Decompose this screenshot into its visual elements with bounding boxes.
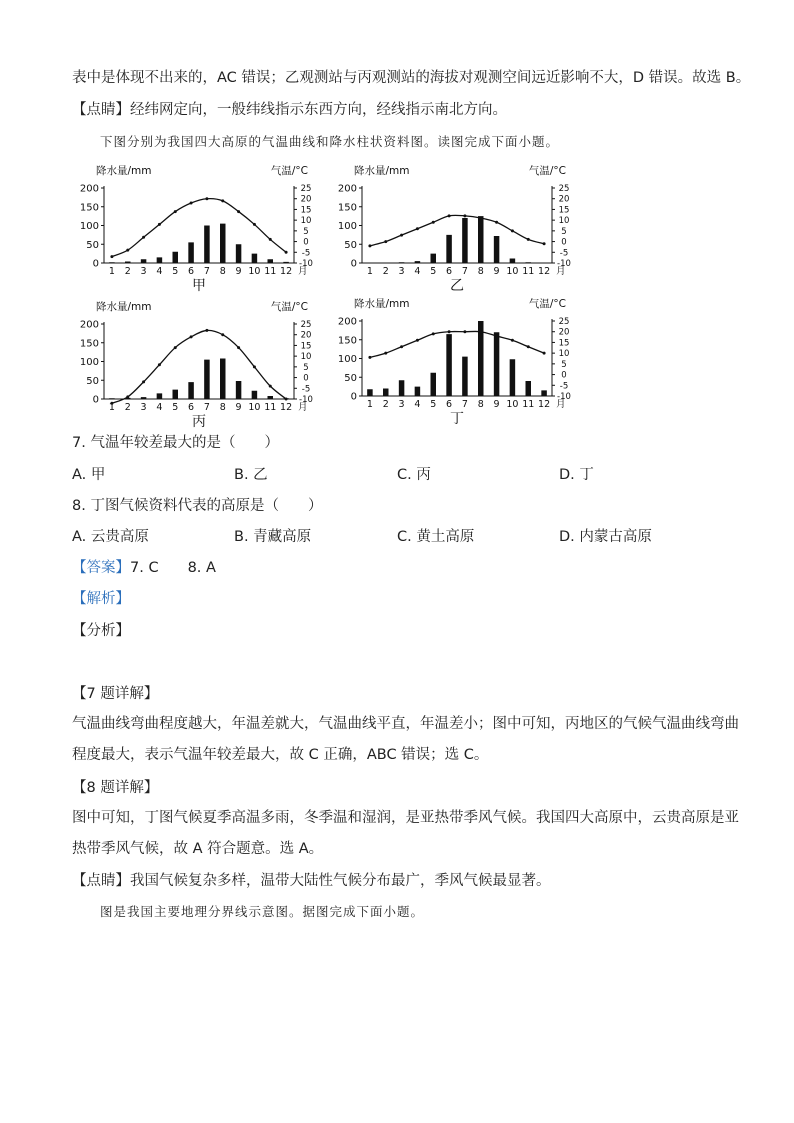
x-unit-label: 月 bbox=[556, 266, 566, 277]
temp-point-1 bbox=[368, 244, 371, 247]
tip-line-2 bbox=[72, 869, 551, 890]
precip-bar-3 bbox=[141, 259, 147, 263]
temp-point-6 bbox=[448, 214, 451, 217]
temp-point-2 bbox=[126, 249, 129, 252]
y2-tick-label: 0 bbox=[303, 373, 309, 384]
x-tick-label: 9 bbox=[493, 266, 500, 277]
x-tick-label: 3 bbox=[398, 266, 405, 277]
answer-text: 7. C 8. A bbox=[130, 560, 216, 576]
detail-7-line-2: 程度最大，表示气温年较差最大，故 C 正确，ABC 错误；选 C。 bbox=[72, 747, 489, 763]
y2-tick-label: 5 bbox=[561, 359, 567, 370]
y2-tick-label: 10 bbox=[300, 216, 312, 227]
x-tick-label: 7 bbox=[461, 266, 468, 277]
precip-bar-4 bbox=[157, 393, 163, 399]
y2-tick-label: -10 bbox=[299, 395, 313, 405]
temp-point-5 bbox=[174, 210, 177, 213]
q8-option-d: D. 内蒙古高原 bbox=[559, 529, 652, 545]
x-tick-label: 5 bbox=[430, 399, 437, 410]
precip-bar-1 bbox=[109, 262, 115, 263]
x-tick-label: 1 bbox=[108, 266, 115, 277]
q7-option-d: D. 丁 bbox=[559, 467, 594, 483]
temp-point-6 bbox=[190, 202, 193, 205]
temp-point-2 bbox=[384, 352, 387, 355]
x-tick-label: 7 bbox=[203, 402, 210, 413]
tip-text: 经纬网定向，一般纬线指示东西方向，经线指示南北方向。 bbox=[130, 102, 507, 118]
y2-tick-label: -10 bbox=[557, 392, 571, 402]
precip-bar-2 bbox=[125, 262, 131, 264]
temp-point-3 bbox=[142, 236, 145, 239]
temperature-curve bbox=[112, 199, 286, 257]
x-unit-label: 月 bbox=[556, 399, 566, 410]
chart-name-label: 丙 bbox=[192, 414, 206, 430]
x-tick-label: 11 bbox=[522, 399, 535, 410]
temp-point-12 bbox=[543, 242, 546, 245]
temp-point-11 bbox=[527, 345, 530, 348]
precip-bar-12 bbox=[283, 262, 289, 263]
y2-tick-label: 20 bbox=[300, 330, 312, 341]
temperature-curve bbox=[370, 215, 544, 246]
precip-bar-1 bbox=[367, 389, 373, 396]
y2-tick-label: 5 bbox=[561, 226, 567, 237]
y-tick-label: 100 bbox=[337, 354, 357, 365]
x-tick-label: 4 bbox=[414, 266, 421, 277]
tip-tag: 【点睛】 bbox=[72, 102, 130, 118]
y2-axis-title: 气温/°C bbox=[528, 298, 566, 310]
x-tick-label: 3 bbox=[398, 399, 405, 410]
y2-tick-label: 25 bbox=[300, 320, 312, 330]
precip-bar-10 bbox=[252, 391, 258, 399]
x-tick-label: 11 bbox=[522, 266, 535, 277]
x-tick-label: 4 bbox=[156, 266, 163, 277]
x-tick-label: 2 bbox=[382, 399, 389, 410]
x-tick-label: 2 bbox=[382, 266, 389, 277]
temp-point-7 bbox=[205, 197, 208, 200]
y-axis-title: 降水量/mm bbox=[354, 298, 410, 310]
x-unit-label: 月 bbox=[298, 266, 308, 277]
precip-bar-11 bbox=[268, 396, 274, 399]
climate-chart-ding bbox=[330, 293, 580, 428]
x-tick-label: 11 bbox=[264, 402, 277, 413]
x-tick-label: 4 bbox=[414, 399, 421, 410]
chart-name-label: 甲 bbox=[192, 278, 206, 294]
y2-tick-label: 0 bbox=[303, 237, 309, 248]
precip-bar-5 bbox=[173, 252, 179, 263]
temp-point-5 bbox=[432, 332, 435, 335]
x-tick-label: 1 bbox=[366, 399, 373, 410]
temp-point-9 bbox=[495, 221, 498, 224]
next-intro-text: 图是我国主要地理分界线示意图。据图完成下面小题。 bbox=[100, 904, 425, 919]
temp-point-3 bbox=[400, 234, 403, 237]
y2-tick-label: 0 bbox=[561, 237, 567, 248]
y2-tick-label: 20 bbox=[300, 194, 312, 205]
temp-point-12 bbox=[543, 352, 546, 355]
y2-axis-title: 气温/°C bbox=[270, 165, 308, 177]
x-tick-label: 2 bbox=[124, 402, 131, 413]
x-tick-label: 5 bbox=[430, 266, 437, 277]
y2-tick-label: 15 bbox=[300, 341, 312, 352]
temp-point-2 bbox=[126, 395, 129, 398]
x-tick-label: 3 bbox=[140, 402, 147, 413]
precip-bar-8 bbox=[220, 359, 226, 400]
precip-bar-5 bbox=[431, 373, 437, 396]
x-tick-label: 1 bbox=[108, 402, 115, 413]
y2-tick-label: 25 bbox=[558, 317, 570, 327]
precip-bar-9 bbox=[494, 332, 500, 396]
y2-tick-label: 15 bbox=[558, 205, 570, 216]
y-tick-label: 200 bbox=[79, 319, 99, 331]
x-tick-label: 7 bbox=[203, 266, 210, 277]
detail-8-heading: 【8 题详解】 bbox=[72, 780, 159, 796]
precip-bar-7 bbox=[204, 226, 210, 264]
y2-tick-label: 0 bbox=[561, 370, 567, 381]
x-tick-label: 6 bbox=[188, 266, 195, 277]
precip-bar-9 bbox=[236, 381, 242, 399]
x-tick-label: 10 bbox=[506, 266, 519, 277]
y2-tick-label: -5 bbox=[559, 248, 569, 259]
detail-8-line-2: 热带季风气候，故 A 符合题意。选 A。 bbox=[72, 841, 324, 857]
temp-point-1 bbox=[368, 356, 371, 359]
intro-text: 下图分别为我国四大高原的气温曲线和降水柱状资料图。读图完成下面小题。 bbox=[100, 134, 560, 149]
x-tick-label: 9 bbox=[235, 266, 242, 277]
precip-bar-5 bbox=[173, 390, 179, 399]
precip-bar-3 bbox=[399, 380, 405, 396]
y-tick-label: 50 bbox=[86, 375, 99, 387]
temperature-curve bbox=[370, 331, 544, 357]
y-tick-label: 0 bbox=[92, 394, 99, 406]
precip-bar-6 bbox=[188, 382, 194, 399]
x-tick-label: 3 bbox=[140, 266, 147, 277]
temp-point-2 bbox=[384, 240, 387, 243]
temp-point-8 bbox=[479, 330, 482, 333]
y2-tick-label: -5 bbox=[301, 248, 311, 259]
q8-option-c: C. 黄土高原 bbox=[397, 529, 475, 545]
y-tick-label: 0 bbox=[92, 258, 99, 270]
detail-7-heading: 【7 题详解】 bbox=[72, 686, 159, 702]
y2-tick-label: 20 bbox=[558, 327, 570, 338]
x-tick-label: 10 bbox=[248, 266, 261, 277]
precip-bar-8 bbox=[478, 216, 484, 263]
y-tick-label: 200 bbox=[337, 316, 357, 328]
climate-chart-yi bbox=[330, 160, 580, 295]
temp-point-4 bbox=[158, 223, 161, 226]
x-tick-label: 1 bbox=[366, 266, 373, 277]
x-tick-label: 8 bbox=[219, 266, 226, 277]
x-tick-label: 5 bbox=[172, 266, 179, 277]
chart-name-label: 乙 bbox=[450, 278, 464, 294]
precip-bar-6 bbox=[188, 242, 194, 263]
precip-bar-1 bbox=[109, 398, 115, 399]
temp-point-10 bbox=[253, 223, 256, 226]
temp-point-12 bbox=[285, 251, 288, 254]
answer-line bbox=[72, 556, 216, 577]
x-unit-label: 月 bbox=[298, 402, 308, 413]
x-tick-label: 6 bbox=[446, 399, 453, 410]
precip-bar-6 bbox=[446, 334, 452, 396]
temp-point-10 bbox=[511, 339, 514, 342]
temp-point-9 bbox=[495, 335, 498, 338]
x-tick-label: 9 bbox=[235, 402, 242, 413]
temp-point-11 bbox=[527, 238, 530, 241]
precip-bar-8 bbox=[220, 224, 226, 263]
temp-point-8 bbox=[479, 217, 482, 220]
y2-tick-label: 15 bbox=[300, 205, 312, 216]
line-1: 表中是体现不出来的，AC 错误；乙观测站与丙观测站的海拔对观测空间远近影响不大，D 错误。故选 B。 bbox=[72, 70, 751, 86]
precip-bar-7 bbox=[462, 218, 468, 263]
temp-point-10 bbox=[253, 365, 256, 368]
y-tick-label: 0 bbox=[350, 258, 357, 270]
precip-bar-9 bbox=[494, 236, 500, 263]
x-tick-label: 8 bbox=[477, 399, 484, 410]
x-tick-label: 12 bbox=[538, 266, 551, 277]
precip-bar-10 bbox=[252, 254, 258, 263]
temp-point-7 bbox=[205, 329, 208, 332]
precip-bar-4 bbox=[157, 257, 163, 263]
y-tick-label: 100 bbox=[79, 221, 99, 232]
question-8: 8. 丁图气候资料代表的高原是（ ） bbox=[72, 498, 323, 514]
y2-tick-label: -10 bbox=[557, 259, 571, 269]
temp-point-12 bbox=[285, 398, 288, 401]
precip-bar-5 bbox=[431, 254, 437, 263]
x-tick-label: 12 bbox=[280, 266, 293, 277]
x-tick-label: 7 bbox=[461, 399, 468, 410]
answer-tag: 【答案】 bbox=[72, 560, 130, 576]
y-tick-label: 200 bbox=[79, 183, 99, 195]
temp-point-6 bbox=[448, 330, 451, 333]
temp-point-5 bbox=[432, 221, 435, 224]
tip-tag-2: 【点睛】 bbox=[72, 873, 130, 889]
y-axis-title: 降水量/mm bbox=[96, 165, 152, 177]
precip-bar-1 bbox=[367, 263, 373, 264]
climate-chart-jia bbox=[72, 160, 322, 295]
precip-bar-2 bbox=[383, 263, 389, 264]
temp-point-10 bbox=[511, 229, 514, 232]
precip-bar-12 bbox=[541, 263, 547, 264]
precip-bar-12 bbox=[541, 390, 547, 396]
precip-bar-4 bbox=[415, 261, 421, 263]
precip-bar-11 bbox=[526, 381, 532, 396]
q8-option-b: B. 青藏高原 bbox=[234, 529, 312, 545]
q7-option-c: C. 丙 bbox=[397, 467, 431, 483]
q8-option-a: A. 云贵高原 bbox=[72, 529, 149, 545]
temp-point-5 bbox=[174, 346, 177, 349]
precip-bar-3 bbox=[141, 397, 147, 399]
x-tick-label: 10 bbox=[506, 399, 519, 410]
detail-8-line-1: 图中可知，丁图气候夏季高温多雨，冬季温和湿润，是亚热带季风气候。我国四大高原中，云贵高原是亚 bbox=[72, 810, 739, 826]
precip-bar-11 bbox=[268, 259, 274, 263]
analysis-tag: 【解析】 bbox=[72, 591, 130, 607]
temp-point-1 bbox=[110, 255, 113, 258]
x-tick-label: 5 bbox=[172, 402, 179, 413]
temp-point-8 bbox=[221, 199, 224, 202]
x-tick-label: 4 bbox=[156, 402, 163, 413]
temp-point-9 bbox=[237, 210, 240, 213]
q7-option-a: A. 甲 bbox=[72, 467, 106, 483]
temp-point-4 bbox=[416, 227, 419, 230]
x-tick-label: 12 bbox=[280, 402, 293, 413]
precip-bar-11 bbox=[526, 262, 532, 263]
precip-bar-9 bbox=[236, 244, 242, 263]
temp-point-3 bbox=[142, 380, 145, 383]
question-7: 7. 气温年较差最大的是（ ） bbox=[72, 435, 279, 451]
y-tick-label: 0 bbox=[350, 391, 357, 403]
temp-point-4 bbox=[416, 339, 419, 342]
y-axis-title: 降水量/mm bbox=[354, 165, 410, 177]
detail-7-line-1: 气温曲线弯曲程度越大，年温差就大，气温曲线平直，年温差小；图中可知，丙地区的气候气温曲线弯曲 bbox=[72, 716, 739, 732]
temp-point-11 bbox=[269, 238, 272, 241]
temp-point-6 bbox=[190, 335, 193, 338]
temp-point-8 bbox=[221, 333, 224, 336]
y-tick-label: 50 bbox=[86, 239, 99, 251]
y-tick-label: 150 bbox=[79, 338, 99, 350]
x-tick-label: 6 bbox=[446, 266, 453, 277]
temp-point-7 bbox=[463, 214, 466, 217]
precip-bar-7 bbox=[462, 357, 468, 396]
precip-bar-2 bbox=[383, 389, 389, 397]
y2-tick-label: 25 bbox=[300, 184, 312, 194]
precip-bar-3 bbox=[399, 262, 405, 263]
y-tick-label: 150 bbox=[337, 335, 357, 347]
y-tick-label: 150 bbox=[79, 202, 99, 214]
y-tick-label: 50 bbox=[344, 239, 357, 251]
y2-tick-label: 5 bbox=[303, 226, 309, 237]
y-tick-label: 150 bbox=[337, 202, 357, 214]
y-tick-label: 50 bbox=[344, 372, 357, 384]
precip-bar-7 bbox=[204, 360, 210, 399]
x-tick-label: 9 bbox=[493, 399, 500, 410]
temp-point-11 bbox=[269, 385, 272, 388]
y2-axis-title: 气温/°C bbox=[270, 301, 308, 313]
y2-tick-label: 10 bbox=[558, 216, 570, 227]
y-tick-label: 100 bbox=[337, 221, 357, 232]
x-tick-label: 12 bbox=[538, 399, 551, 410]
y-axis-title: 降水量/mm bbox=[96, 301, 152, 313]
precip-bar-4 bbox=[415, 387, 421, 396]
x-tick-label: 11 bbox=[264, 266, 277, 277]
y2-tick-label: -5 bbox=[559, 381, 569, 392]
x-tick-label: 6 bbox=[188, 402, 195, 413]
y2-tick-label: 10 bbox=[558, 349, 570, 360]
y2-tick-label: 25 bbox=[558, 184, 570, 194]
q7-option-b: B. 乙 bbox=[234, 467, 268, 483]
climate-chart-bing bbox=[72, 296, 322, 431]
y2-tick-label: 15 bbox=[558, 338, 570, 349]
x-tick-label: 2 bbox=[124, 266, 131, 277]
temperature-curve bbox=[112, 330, 286, 403]
tip-text-2: 我国气候复杂多样，温带大陆性气候分布最广，季风气候最显著。 bbox=[130, 873, 551, 889]
y2-tick-label: 10 bbox=[300, 352, 312, 363]
chart-name-label: 丁 bbox=[450, 411, 464, 427]
y2-axis-title: 气温/°C bbox=[528, 165, 566, 177]
fenxi-tag: 【分析】 bbox=[72, 623, 130, 639]
precip-bar-10 bbox=[510, 359, 516, 396]
x-tick-label: 8 bbox=[219, 402, 226, 413]
y2-tick-label: -5 bbox=[301, 384, 311, 395]
temp-point-3 bbox=[400, 345, 403, 348]
y-tick-label: 100 bbox=[79, 357, 99, 368]
y2-tick-label: 5 bbox=[303, 362, 309, 373]
x-tick-label: 8 bbox=[477, 266, 484, 277]
precip-bar-10 bbox=[510, 259, 516, 264]
precip-bar-6 bbox=[446, 235, 452, 263]
x-tick-label: 10 bbox=[248, 402, 261, 413]
temp-point-9 bbox=[237, 346, 240, 349]
y2-tick-label: 20 bbox=[558, 194, 570, 205]
y2-tick-label: -10 bbox=[299, 259, 313, 269]
y-tick-label: 200 bbox=[337, 183, 357, 195]
tip-line-1 bbox=[72, 98, 507, 119]
temp-point-4 bbox=[158, 363, 161, 366]
temp-point-7 bbox=[463, 330, 466, 333]
